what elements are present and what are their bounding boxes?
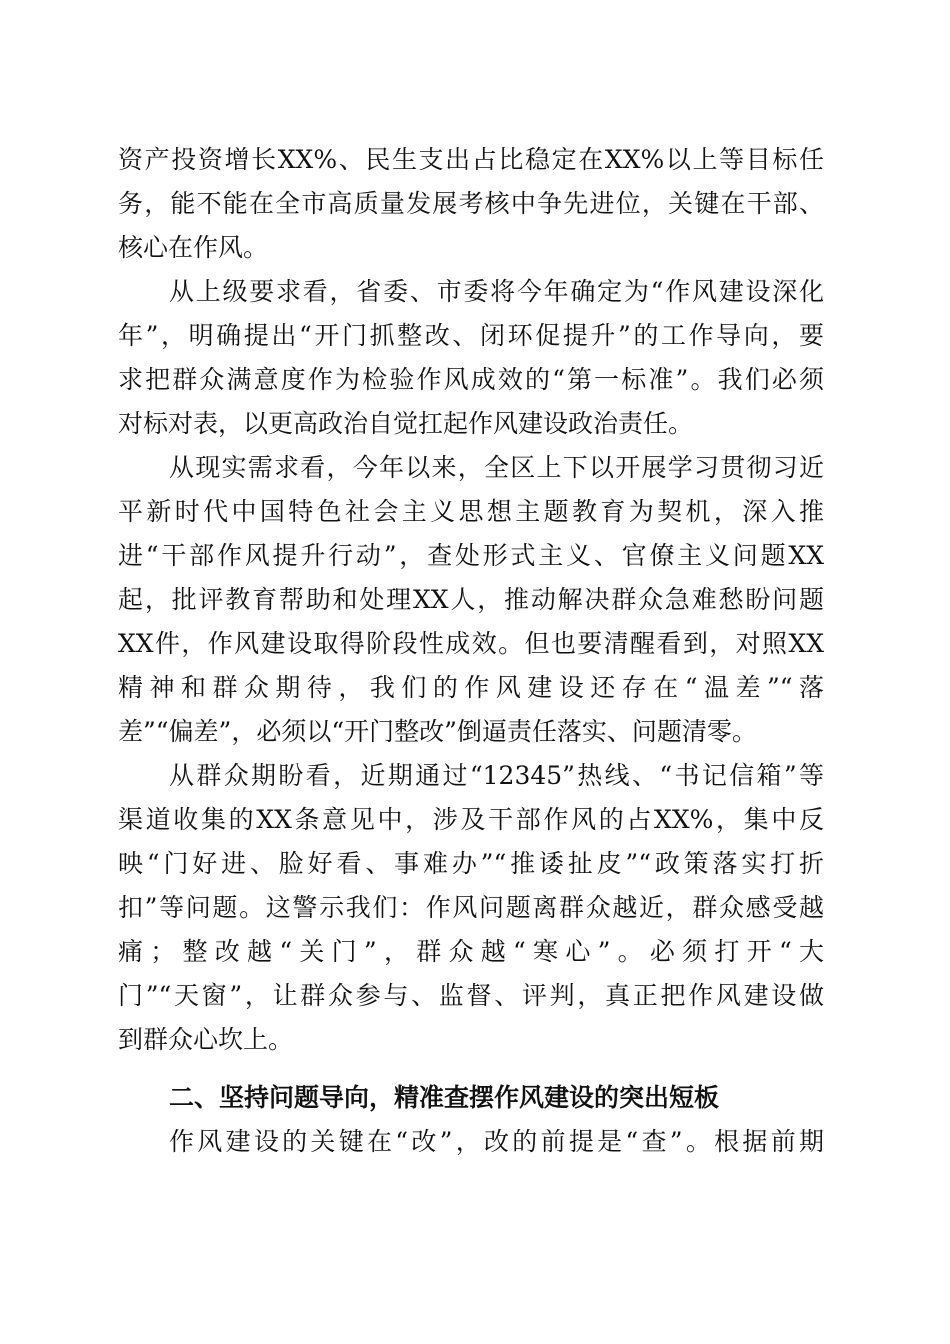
paragraph-line: 起，批评教育帮助和处理XX人，推动解决群众急难愁盼问题 (118, 585, 824, 614)
paragraph-line: 求把群众满意度作为检验作风成效的“第一标准”。我们必须 (118, 365, 824, 394)
paragraph-line: 作风建设的关键在“改”，改的前提是“查”。根据前期 (169, 1127, 824, 1156)
paragraph-line: 进“干部作风提升行动”，查处形式主义、官僚主义问题XX (118, 541, 824, 570)
paragraph-line: 痛；整改越“关门”，群众越“寒心”。必须打开“大 (118, 937, 824, 966)
paragraph-line: 门”“天窗”，让群众参与、监督、评判，真正把作风建设做 (118, 981, 824, 1010)
paragraph-line: 差”“偏差”，必须以“开门整改”倒逼责任落实、问题清零。 (118, 717, 757, 746)
paragraph-line: 从群众期盼看，近期通过“12345”热线、“书记信箱”等 (169, 761, 824, 790)
paragraph-line: 从上级要求看，省委、市委将今年确定为“作风建设深化 (169, 277, 824, 306)
paragraph-line: 到群众心坎上。 (118, 1025, 294, 1054)
paragraph-line: 年”，明确提出“开门抓整改、闭环促提升”的工作导向，要 (118, 321, 824, 350)
paragraph-line: XX件，作风建设取得阶段性成效。但也要清醒看到，对照XX (118, 629, 824, 658)
paragraph-line: 资产投资增长XX%、民生支出占比稳定在XX%以上等目标任 (118, 145, 824, 174)
paragraph-line: 务，能不能在全市高质量发展考核中争先进位，关键在干部、 (118, 189, 824, 218)
paragraph-line: 渠道收集的XX条意见中，涉及干部作风的占XX%，集中反 (118, 805, 824, 834)
paragraph-line: 从现实需求看，今年以来，全区上下以开展学习贯彻习近 (169, 453, 824, 482)
paragraph-line: 核心在作风。 (118, 233, 269, 262)
paragraph-line: 平新时代中国特色社会主义思想主题教育为契机，深入推 (118, 497, 824, 526)
paragraph-line: 扣”等问题。这警示我们：作风问题离群众越近，群众感受越 (118, 893, 824, 922)
section-heading: 二、坚持问题导向，精准查摆作风建设的突出短板 (169, 1083, 720, 1112)
paragraph-line: 映“门好进、脸好看、事难办”“推诿扯皮”“政策落实打折 (118, 849, 824, 878)
paragraph-line: 精神和群众期待，我们的作风建设还存在“温差”“落 (118, 673, 824, 702)
paragraph-line: 对标对表，以更高政治自觉扛起作风建设政治责任。 (118, 409, 694, 438)
